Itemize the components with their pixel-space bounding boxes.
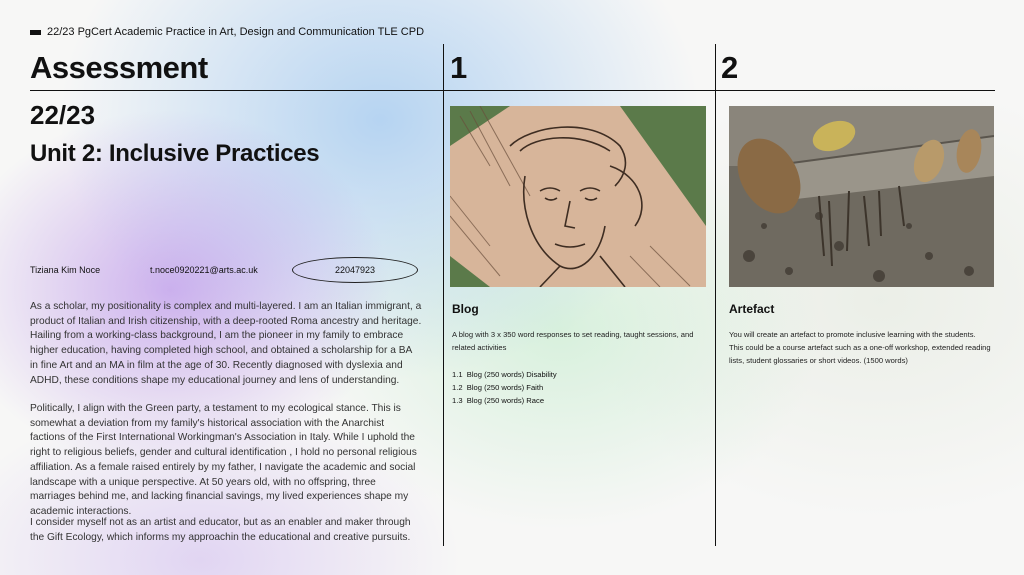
student-id-badge	[292, 257, 418, 283]
unit-name: Unit 2: Inclusive Practices	[30, 140, 320, 167]
blog-artwork-image	[450, 106, 706, 287]
bio-paragraph-2: Politically, I align with the Green party, a testament to my ecological stance. This is somewhat a deviation from my family's historical association with the Anarchist factions of the First International Workingman's Association in Italy. While I uphold the right to religious beliefs, gender and cultural identification , I hold no personal religious affiliation. As a female raised entirely by my father, I navigate the academic and social landscape with a unique perspective. At 50 years old, with no offspring, three marriages behind me, and lacking financial savings, my lived experiences shape my academic interactions.	[30, 403, 417, 517]
student-name: Tiziana Kim Noce	[30, 265, 101, 275]
student-email: t.noce0920221@arts.ac.uk	[150, 265, 258, 275]
column-2-number: 2	[721, 50, 739, 85]
blog-list-item: 1.3 Blog (250 words) Race	[452, 396, 545, 405]
header-divider	[30, 90, 995, 91]
header-marker-icon	[30, 30, 41, 35]
blog-list-item: 1.1 Blog (250 words) Disability	[452, 370, 557, 379]
column-divider-1	[443, 44, 444, 546]
column-1-number: 1	[450, 50, 468, 85]
page-title: Assessment	[30, 50, 208, 85]
bio-paragraph-3: I consider myself not as an artist and educator, but as an enabler and maker through the Gift Ecology, which informs my approachin the educational and creative pursuits.	[30, 517, 411, 543]
course-header	[30, 26, 424, 38]
student-id: 22047923	[334, 265, 376, 275]
blog-title: Blog	[452, 302, 479, 316]
unit-year: 22/23	[30, 100, 96, 130]
column-divider-2	[715, 44, 716, 546]
blog-description: A blog with 3 x 350 word responses to set reading, taught sessions, and related activities	[452, 330, 694, 352]
blog-list-item: 1.2 Blog (250 words) Faith	[452, 383, 544, 392]
bio-paragraph-1: As a scholar, my positionality is complex and multi-layered. I am an Italian immigrant, a product of Italian and Irish citizenship, with a deep-rooted Roma ancestry and heritage. Hailing from a working-class background, I am the pioneer in my family to embrace higher education, having completed high school, and obtained a scholarship for a BA in fine Art and an MA in film at the age of 30. Recently diagnosed with dyslexia and ADHD, these conditions shape my educational journey and lens of understanding.	[30, 301, 422, 386]
blog-list	[452, 368, 557, 407]
artefact-leaves-image	[729, 106, 994, 287]
artefact-title: Artefact	[729, 302, 775, 316]
artefact-description: You will create an artefact to promote inclusive learning with the students. This could be a course artefact such as a one-off workshop, extended reading lists, student glossaries or short videos. (1500 words)	[729, 330, 991, 365]
course-title: 22/23 PgCert Academic Practice in Art, Design and Communication TLE CPD	[47, 26, 425, 38]
